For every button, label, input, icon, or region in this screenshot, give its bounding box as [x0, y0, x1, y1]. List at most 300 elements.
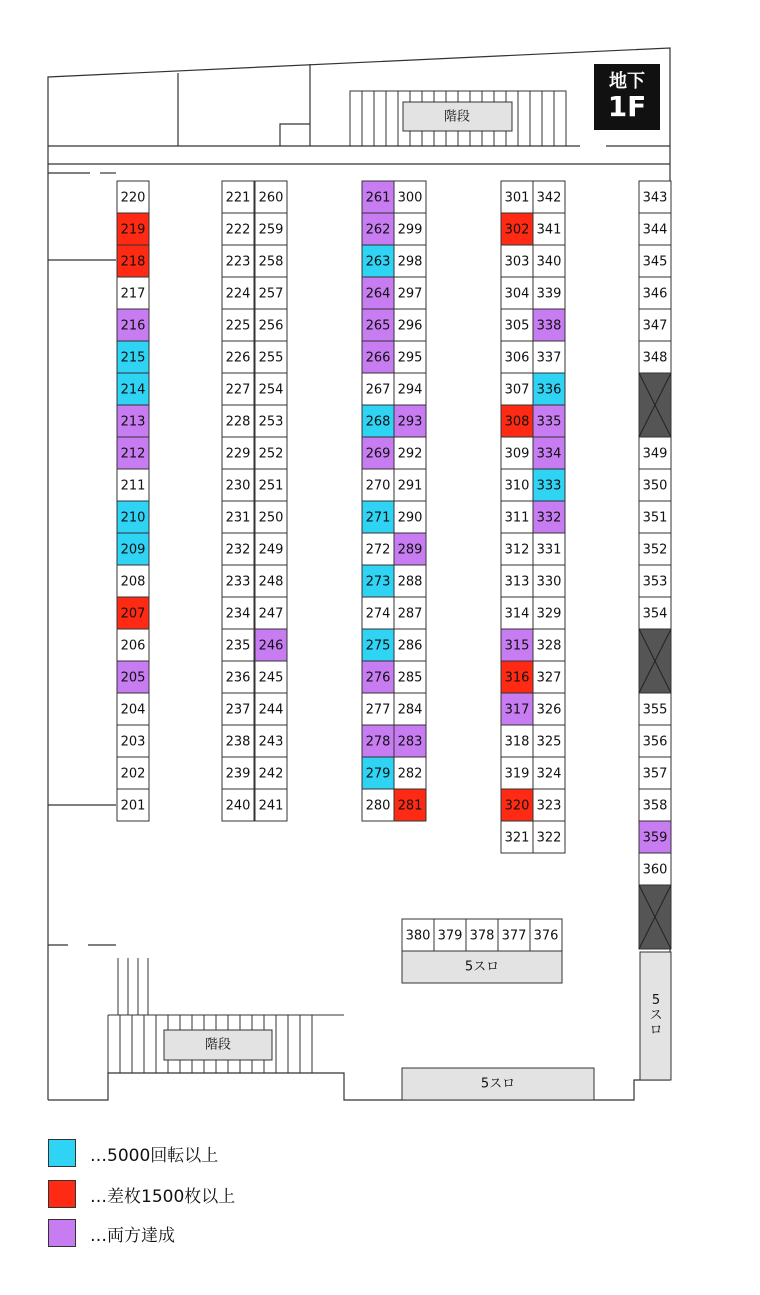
machine-253[interactable] — [255, 405, 287, 437]
legend-text-rotation: …5000回転以上 — [90, 1145, 219, 1166]
machine-number-294: 294 — [397, 382, 423, 398]
machine-248[interactable] — [255, 565, 287, 597]
machine-274[interactable] — [362, 597, 394, 629]
machine-number-268: 268 — [365, 414, 391, 430]
machine-312[interactable] — [501, 533, 533, 565]
machine-217[interactable] — [117, 277, 149, 309]
machine-number-331: 331 — [536, 542, 562, 558]
machine-number-219: 219 — [120, 222, 146, 238]
machine-347[interactable] — [639, 309, 671, 341]
machine-359[interactable] — [639, 821, 671, 853]
floor-badge — [594, 64, 660, 130]
machine-number-308: 308 — [504, 414, 530, 430]
machine-number-215: 215 — [120, 350, 146, 366]
machine-335[interactable] — [533, 405, 565, 437]
machine-331[interactable] — [533, 533, 565, 565]
machine-number-340: 340 — [536, 254, 562, 270]
stairs-top — [350, 91, 566, 146]
machine-308[interactable] — [501, 405, 533, 437]
machine-356[interactable] — [639, 725, 671, 757]
machine-320[interactable] — [501, 789, 533, 821]
machine-number-353: 353 — [642, 574, 668, 590]
machine-number-316: 316 — [504, 670, 530, 686]
machine-344[interactable] — [639, 213, 671, 245]
machine-number-298: 298 — [397, 254, 423, 270]
machine-237[interactable] — [222, 693, 254, 725]
machine-286[interactable] — [394, 629, 426, 661]
machine-261[interactable] — [362, 181, 394, 213]
machine-309[interactable] — [501, 437, 533, 469]
machine-323[interactable] — [533, 789, 565, 821]
machine-number-278: 278 — [365, 734, 391, 750]
machine-number-202: 202 — [120, 766, 146, 782]
slot-bottom — [402, 1068, 594, 1100]
machine-number-256: 256 — [258, 318, 284, 334]
machine-318[interactable] — [501, 725, 533, 757]
legend-swatch-difference — [48, 1180, 76, 1208]
machine-208[interactable] — [117, 565, 149, 597]
machine-352[interactable] — [639, 533, 671, 565]
machine-number-227: 227 — [225, 382, 251, 398]
machine-236[interactable] — [222, 661, 254, 693]
machine-number-206: 206 — [120, 638, 146, 654]
machine-number-301: 301 — [504, 190, 530, 206]
slot-right-label: 5 スロ — [649, 992, 663, 1038]
machine-329[interactable] — [533, 597, 565, 629]
machine-285[interactable] — [394, 661, 426, 693]
machine-340[interactable] — [533, 245, 565, 277]
machine-number-346: 346 — [642, 286, 668, 302]
machine-227[interactable] — [222, 373, 254, 405]
machine-262[interactable] — [362, 213, 394, 245]
machine-number-288: 288 — [397, 574, 423, 590]
machine-298[interactable] — [394, 245, 426, 277]
machine-282[interactable] — [394, 757, 426, 789]
machine-number-380: 380 — [405, 928, 431, 944]
legend-item-both — [48, 1219, 175, 1247]
machine-315[interactable] — [501, 629, 533, 661]
machine-number-281: 281 — [397, 798, 423, 814]
machine-353[interactable] — [639, 565, 671, 597]
machine-number-265: 265 — [365, 318, 391, 334]
machine-243[interactable] — [255, 725, 287, 757]
machine-number-284: 284 — [397, 702, 423, 718]
machine-223[interactable] — [222, 245, 254, 277]
machine-313[interactable] — [501, 565, 533, 597]
machine-number-264: 264 — [365, 286, 391, 302]
machine-number-230: 230 — [225, 478, 251, 494]
machine-268[interactable] — [362, 405, 394, 437]
machine-number-277: 277 — [365, 702, 391, 718]
machine-242[interactable] — [255, 757, 287, 789]
machine-280[interactable] — [362, 789, 394, 821]
machine-348[interactable] — [639, 341, 671, 373]
machine-number-348: 348 — [642, 350, 668, 366]
machine-number-254: 254 — [258, 382, 284, 398]
machine-255[interactable] — [255, 341, 287, 373]
machine-345[interactable] — [639, 245, 671, 277]
legend-text-both: …両方達成 — [90, 1225, 175, 1246]
machine-number-259: 259 — [258, 222, 284, 238]
machine-244[interactable] — [255, 693, 287, 725]
machine-265[interactable] — [362, 309, 394, 341]
machine-number-345: 345 — [642, 254, 668, 270]
machine-351[interactable] — [639, 501, 671, 533]
machine-288[interactable] — [394, 565, 426, 597]
machine-number-300: 300 — [397, 190, 423, 206]
machine-317[interactable] — [501, 693, 533, 725]
machine-204[interactable] — [117, 693, 149, 725]
machine-207[interactable] — [117, 597, 149, 629]
machine-294[interactable] — [394, 373, 426, 405]
machine-291[interactable] — [394, 469, 426, 501]
machine-272[interactable] — [362, 533, 394, 565]
machine-266[interactable] — [362, 341, 394, 373]
machine-337[interactable] — [533, 341, 565, 373]
machine-number-203: 203 — [120, 734, 146, 750]
machine-number-229: 229 — [225, 446, 251, 462]
machine-201[interactable] — [117, 789, 149, 821]
machine-325[interactable] — [533, 725, 565, 757]
machine-295[interactable] — [394, 341, 426, 373]
machine-number-336: 336 — [536, 382, 562, 398]
machine-number-341: 341 — [536, 222, 562, 238]
machine-202[interactable] — [117, 757, 149, 789]
machine-number-261: 261 — [365, 190, 391, 206]
machine-number-270: 270 — [365, 478, 391, 494]
machine-304[interactable] — [501, 277, 533, 309]
stairs-bottom-label: 階段 — [204, 1037, 232, 1053]
machine-270[interactable] — [362, 469, 394, 501]
machine-324[interactable] — [533, 757, 565, 789]
machine-number-313: 313 — [504, 574, 530, 590]
machine-number-354: 354 — [642, 606, 668, 622]
machine-299[interactable] — [394, 213, 426, 245]
machine-264[interactable] — [362, 277, 394, 309]
machine-234[interactable] — [222, 597, 254, 629]
machine-241[interactable] — [255, 789, 287, 821]
machine-240[interactable] — [222, 789, 254, 821]
machine-245[interactable] — [255, 661, 287, 693]
machine-230[interactable] — [222, 469, 254, 501]
machine-258[interactable] — [255, 245, 287, 277]
machine-250[interactable] — [255, 501, 287, 533]
machine-number-279: 279 — [365, 766, 391, 782]
machine-281[interactable] — [394, 789, 426, 821]
machine-271[interactable] — [362, 501, 394, 533]
machine-289[interactable] — [394, 533, 426, 565]
machine-259[interactable] — [255, 213, 287, 245]
machine-252[interactable] — [255, 437, 287, 469]
machine-338[interactable] — [533, 309, 565, 341]
machine-number-324: 324 — [536, 766, 562, 782]
machine-number-280: 280 — [365, 798, 391, 814]
machine-305[interactable] — [501, 309, 533, 341]
machine-number-311: 311 — [504, 510, 530, 526]
machine-225[interactable] — [222, 309, 254, 341]
machine-306[interactable] — [501, 341, 533, 373]
machine-311[interactable] — [501, 501, 533, 533]
machine-number-305: 305 — [504, 318, 530, 334]
machine-278[interactable] — [362, 725, 394, 757]
machine-211[interactable] — [117, 469, 149, 501]
machine-number-377: 377 — [501, 928, 527, 944]
machine-number-343: 343 — [642, 190, 668, 206]
machine-297[interactable] — [394, 277, 426, 309]
machine-222[interactable] — [222, 213, 254, 245]
machine-379[interactable] — [434, 919, 466, 951]
machine-330[interactable] — [533, 565, 565, 597]
machine-number-303: 303 — [504, 254, 530, 270]
machine-219[interactable] — [117, 213, 149, 245]
machine-number-359: 359 — [642, 830, 668, 846]
machine-number-245: 245 — [258, 670, 284, 686]
machine-293[interactable] — [394, 405, 426, 437]
machine-number-286: 286 — [397, 638, 423, 654]
machine-336[interactable] — [533, 373, 565, 405]
machine-355[interactable] — [639, 693, 671, 725]
machine-number-304: 304 — [504, 286, 530, 302]
machine-number-228: 228 — [225, 414, 251, 430]
slot-bottom-label: 5スロ — [480, 1076, 516, 1092]
machine-216[interactable] — [117, 309, 149, 341]
machine-number-223: 223 — [225, 254, 251, 270]
stairs-top-label: 階段 — [443, 109, 471, 125]
machine-341[interactable] — [533, 213, 565, 245]
machine-343[interactable] — [639, 181, 671, 213]
machine-228[interactable] — [222, 405, 254, 437]
machine-342[interactable] — [533, 181, 565, 213]
machine-316[interactable] — [501, 661, 533, 693]
machine-220[interactable] — [117, 181, 149, 213]
machine-235[interactable] — [222, 629, 254, 661]
machine-303[interactable] — [501, 245, 533, 277]
machine-210[interactable] — [117, 501, 149, 533]
machine-number-291: 291 — [397, 478, 423, 494]
machine-number-295: 295 — [397, 350, 423, 366]
machine-number-320: 320 — [504, 798, 530, 814]
machine-number-355: 355 — [642, 702, 668, 718]
machine-322[interactable] — [533, 821, 565, 853]
machine-number-335: 335 — [536, 414, 562, 430]
machine-number-334: 334 — [536, 446, 562, 462]
machine-307[interactable] — [501, 373, 533, 405]
machine-354[interactable] — [639, 597, 671, 629]
machine-number-326: 326 — [536, 702, 562, 718]
machine-231[interactable] — [222, 501, 254, 533]
machine-number-378: 378 — [469, 928, 495, 944]
machine-319[interactable] — [501, 757, 533, 789]
machine-357[interactable] — [639, 757, 671, 789]
machine-number-255: 255 — [258, 350, 284, 366]
machine-226[interactable] — [222, 341, 254, 373]
machine-292[interactable] — [394, 437, 426, 469]
machine-326[interactable] — [533, 693, 565, 725]
machine-grid — [117, 181, 671, 951]
legend-item-rotation — [48, 1139, 218, 1167]
machine-number-205: 205 — [120, 670, 146, 686]
machine-number-332: 332 — [536, 510, 562, 526]
machine-203[interactable] — [117, 725, 149, 757]
machine-275[interactable] — [362, 629, 394, 661]
machine-333[interactable] — [533, 469, 565, 501]
machine-283[interactable] — [394, 725, 426, 757]
machine-215[interactable] — [117, 341, 149, 373]
machine-number-312: 312 — [504, 542, 530, 558]
machine-number-356: 356 — [642, 734, 668, 750]
machine-number-204: 204 — [120, 702, 146, 718]
machine-332[interactable] — [533, 501, 565, 533]
machine-number-376: 376 — [533, 928, 559, 944]
machine-number-352: 352 — [642, 542, 668, 558]
machine-number-235: 235 — [225, 638, 251, 654]
machine-301[interactable] — [501, 181, 533, 213]
machine-238[interactable] — [222, 725, 254, 757]
machine-number-325: 325 — [536, 734, 562, 750]
machine-218[interactable] — [117, 245, 149, 277]
machine-number-207: 207 — [120, 606, 146, 622]
slot-island-label: 5スロ — [464, 959, 500, 975]
machine-number-231: 231 — [225, 510, 251, 526]
machine-number-317: 317 — [504, 702, 530, 718]
machine-number-224: 224 — [225, 286, 251, 302]
machine-number-310: 310 — [504, 478, 530, 494]
machine-346[interactable] — [639, 277, 671, 309]
machine-number-251: 251 — [258, 478, 284, 494]
machine-257[interactable] — [255, 277, 287, 309]
machine-number-306: 306 — [504, 350, 530, 366]
stairs-bottom — [108, 958, 344, 1073]
machine-number-220: 220 — [120, 190, 146, 206]
blocked-block — [639, 373, 671, 437]
slot-island — [402, 951, 562, 983]
floor-badge-line1: 地下 — [609, 71, 645, 92]
machine-246[interactable] — [255, 629, 287, 661]
machine-300[interactable] — [394, 181, 426, 213]
machine-number-237: 237 — [225, 702, 251, 718]
blocked-block — [639, 885, 671, 949]
machine-number-347: 347 — [642, 318, 668, 334]
machine-205[interactable] — [117, 661, 149, 693]
machine-339[interactable] — [533, 277, 565, 309]
machine-273[interactable] — [362, 565, 394, 597]
machine-number-283: 283 — [397, 734, 423, 750]
machine-239[interactable] — [222, 757, 254, 789]
machine-number-242: 242 — [258, 766, 284, 782]
machine-284[interactable] — [394, 693, 426, 725]
machine-327[interactable] — [533, 661, 565, 693]
machine-number-226: 226 — [225, 350, 251, 366]
machine-276[interactable] — [362, 661, 394, 693]
machine-209[interactable] — [117, 533, 149, 565]
machine-302[interactable] — [501, 213, 533, 245]
machine-378[interactable] — [466, 919, 498, 951]
machine-358[interactable] — [639, 789, 671, 821]
machine-256[interactable] — [255, 309, 287, 341]
machine-number-262: 262 — [365, 222, 391, 238]
machine-number-327: 327 — [536, 670, 562, 686]
machine-213[interactable] — [117, 405, 149, 437]
machine-263[interactable] — [362, 245, 394, 277]
machine-287[interactable] — [394, 597, 426, 629]
machine-214[interactable] — [117, 373, 149, 405]
machine-number-315: 315 — [504, 638, 530, 654]
machine-number-252: 252 — [258, 446, 284, 462]
machine-number-257: 257 — [258, 286, 284, 302]
machine-number-339: 339 — [536, 286, 562, 302]
legend-text-difference: …差枚1500枚以上 — [90, 1186, 236, 1207]
machine-334[interactable] — [533, 437, 565, 469]
machine-number-292: 292 — [397, 446, 423, 462]
machine-360[interactable] — [639, 853, 671, 885]
machine-number-276: 276 — [365, 670, 391, 686]
machine-number-319: 319 — [504, 766, 530, 782]
machine-number-285: 285 — [397, 670, 423, 686]
machine-314[interactable] — [501, 597, 533, 629]
machine-290[interactable] — [394, 501, 426, 533]
machine-310[interactable] — [501, 469, 533, 501]
machine-350[interactable] — [639, 469, 671, 501]
machine-267[interactable] — [362, 373, 394, 405]
machine-number-290: 290 — [397, 510, 423, 526]
machine-number-232: 232 — [225, 542, 251, 558]
machine-number-218: 218 — [120, 254, 146, 270]
machine-number-238: 238 — [225, 734, 251, 750]
machine-number-240: 240 — [225, 798, 251, 814]
machine-number-297: 297 — [397, 286, 423, 302]
machine-224[interactable] — [222, 277, 254, 309]
machine-number-201: 201 — [120, 798, 146, 814]
machine-251[interactable] — [255, 469, 287, 501]
machine-247[interactable] — [255, 597, 287, 629]
machine-269[interactable] — [362, 437, 394, 469]
machine-206[interactable] — [117, 629, 149, 661]
machine-number-233: 233 — [225, 574, 251, 590]
machine-number-236: 236 — [225, 670, 251, 686]
machine-279[interactable] — [362, 757, 394, 789]
machine-277[interactable] — [362, 693, 394, 725]
machine-249[interactable] — [255, 533, 287, 565]
machine-260[interactable] — [255, 181, 287, 213]
machine-number-337: 337 — [536, 350, 562, 366]
machine-number-217: 217 — [120, 286, 146, 302]
machine-number-287: 287 — [397, 606, 423, 622]
machine-number-329: 329 — [536, 606, 562, 622]
machine-number-248: 248 — [258, 574, 284, 590]
floor-badge-line2: 1F — [607, 90, 647, 123]
machine-233[interactable] — [222, 565, 254, 597]
machine-321[interactable] — [501, 821, 533, 853]
machine-number-260: 260 — [258, 190, 284, 206]
machine-254[interactable] — [255, 373, 287, 405]
machine-377[interactable] — [498, 919, 530, 951]
machine-number-282: 282 — [397, 766, 423, 782]
machine-number-250: 250 — [258, 510, 284, 526]
machine-380[interactable] — [402, 919, 434, 951]
machine-number-318: 318 — [504, 734, 530, 750]
machine-232[interactable] — [222, 533, 254, 565]
machine-296[interactable] — [394, 309, 426, 341]
machine-229[interactable] — [222, 437, 254, 469]
machine-328[interactable] — [533, 629, 565, 661]
machine-349[interactable] — [639, 437, 671, 469]
machine-212[interactable] — [117, 437, 149, 469]
machine-number-213: 213 — [120, 414, 146, 430]
machine-221[interactable] — [222, 181, 254, 213]
machine-number-247: 247 — [258, 606, 284, 622]
machine-376[interactable] — [530, 919, 562, 951]
machine-number-234: 234 — [225, 606, 251, 622]
